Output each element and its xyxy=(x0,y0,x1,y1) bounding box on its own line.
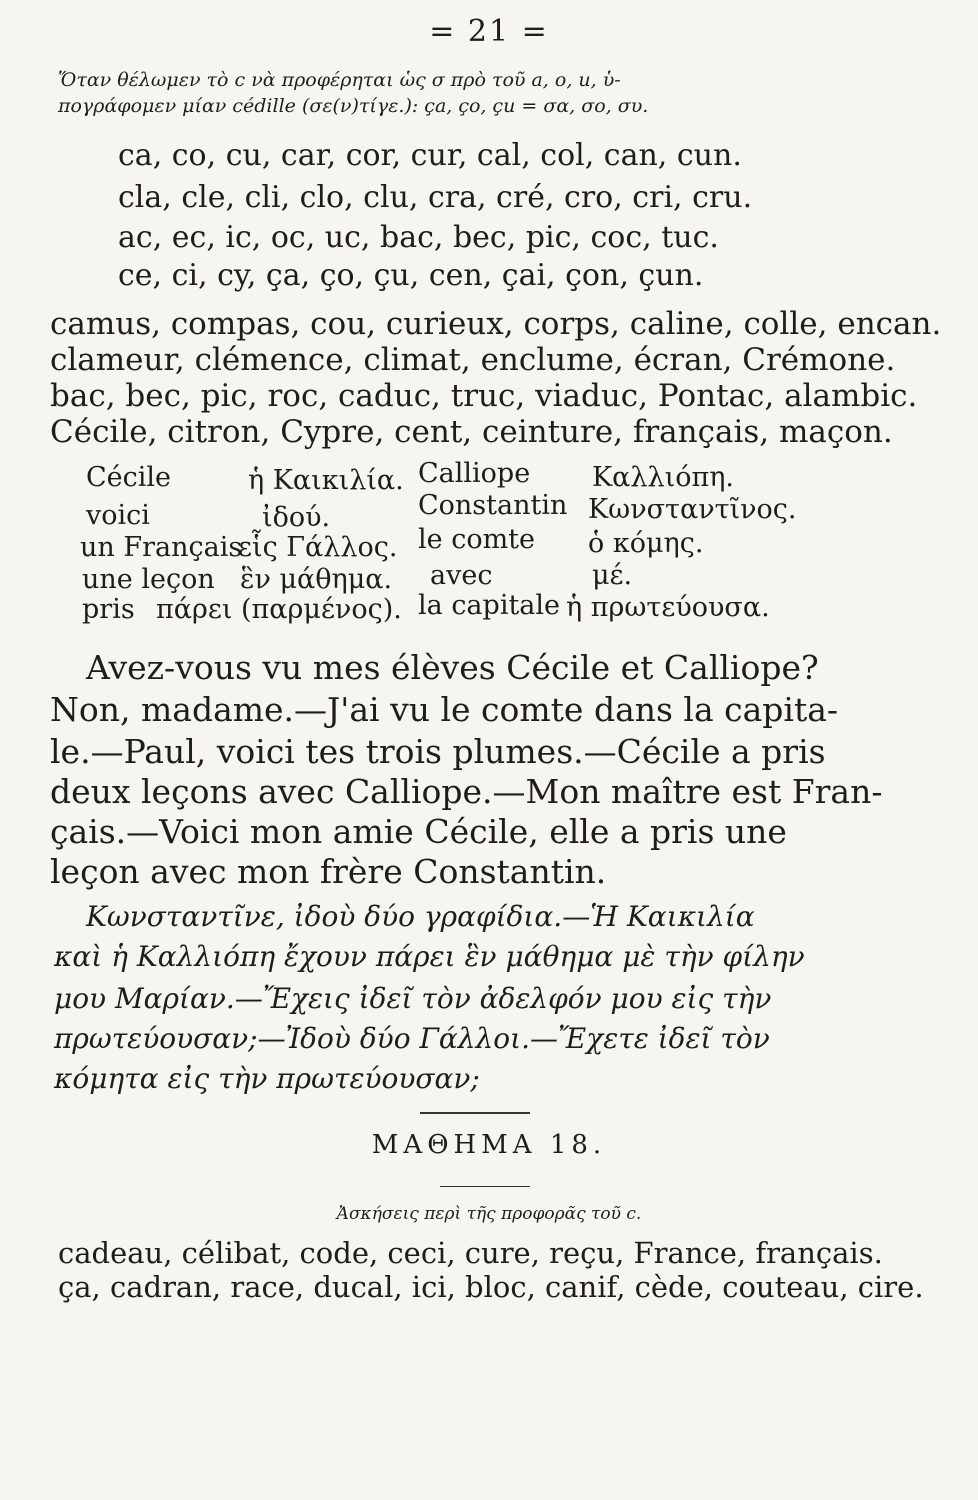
word-line: clameur, clémence, climat, enclume, écran, Crémone. xyxy=(50,342,896,378)
exercise-fr-line: Non, madame.—J'ai vu le comte dans la capita- xyxy=(50,690,839,729)
exercise-fr-line: leçon avec mon frère Constantin. xyxy=(50,852,607,891)
vocab-gr: ἡ Καικιλία. xyxy=(248,465,404,496)
vocab-fr: la capitale xyxy=(418,590,561,621)
exercise-fr-line: le.—Paul, voici tes trois plumes.—Cécile a pris xyxy=(50,732,826,771)
vocab-fr: Cécile xyxy=(86,462,172,493)
exercise-gr-line: καὶ ἡ Καλλιόπη ἔχουν πάρει ἓν μάθημα μὲ τὴν φίλην xyxy=(54,940,805,973)
syllable-line: ca, co, cu, car, cor, cur, cal, col, can, cun. xyxy=(118,138,742,173)
word-line: camus, compas, cou, curieux, corps, caline, colle, encan. xyxy=(50,306,942,342)
vocab-fr: une leçon xyxy=(82,564,215,595)
vocab-fr: un Français xyxy=(80,532,243,563)
exercise-gr-line: μου Μαρίαν.—Ἔχεις ἰδεῖ τὸν ἀδελφόν μου εἰς τὴν xyxy=(54,982,772,1015)
vocab-gr: Κωνσταντῖνος. xyxy=(588,494,797,525)
vocab-fr: voici xyxy=(86,500,150,531)
vocab-fr: le comte xyxy=(418,524,536,555)
syllable-line: ce, ci, cy, ça, ço, çu, cen, çai, çon, çun. xyxy=(118,258,704,293)
vocab-gr: ἰδού. xyxy=(262,502,331,533)
vocab-gr: εἷς Γάλλος. xyxy=(238,532,398,563)
vocab-fr: pris xyxy=(82,594,135,625)
exercise-gr-line: κόμητα εἰς τὴν πρωτεύουσαν; xyxy=(54,1062,480,1095)
vocab-gr: ἡ πρωτεύουσα. xyxy=(566,592,770,623)
vocab-gr: ὁ κόμης. xyxy=(588,528,704,559)
exercise-gr-line: Κωνσταντῖνε, ἰδοὺ δύο γραφίδια.—Ἡ Καικιλία xyxy=(86,900,755,933)
syllable-line: cla, cle, cli, clo, clu, cra, cré, cro, cri, cru. xyxy=(118,180,753,215)
page-number: = 21 = xyxy=(429,14,549,49)
word-line: bac, bec, pic, roc, caduc, truc, viaduc, Pontac, alambic. xyxy=(50,378,918,414)
vocab-gr: Καλλιόπη. xyxy=(592,462,734,493)
lesson-line: cadeau, célibat, code, ceci, cure, reçu, France, français. xyxy=(58,1236,883,1270)
exercise-gr-line: πρωτεύουσαν;—Ἰδοὺ δύο Γάλλοι.—Ἔχετε ἰδεῖ τὸν xyxy=(54,1022,770,1055)
lesson-line: ça, cadran, race, ducal, ici, bloc, canif, cède, couteau, cire. xyxy=(58,1270,924,1304)
vocab-fr: avec xyxy=(430,560,493,591)
vocab-fr: Calliope xyxy=(418,458,531,489)
divider xyxy=(440,1186,530,1187)
lesson-title: ΜΑΘΗΜΑ 18. xyxy=(371,1130,607,1160)
intro-line-1: Ὅταν θέλωμεν τὸ c νὰ προφέρηται ὡς σ πρὸ τοῦ a, o, u, ὑ- xyxy=(58,69,621,91)
exercise-fr-line: deux leçons avec Calliope.—Mon maître est Fran- xyxy=(50,772,883,811)
intro-line-2: πογράφομεν μίαν cédille (σε(ν)τίγε.): ça, ço, çu = σα, σο, συ. xyxy=(58,95,649,117)
divider xyxy=(420,1112,530,1114)
vocab-fr: Constantin xyxy=(418,490,568,521)
vocab-gr: ἓν μάθημα. xyxy=(240,564,393,595)
lesson-subtitle: Ἀσκήσεις περὶ τῆς προφορᾶς τοῦ c. xyxy=(336,1204,642,1224)
exercise-fr-line: çais.—Voici mon amie Cécile, elle a pris une xyxy=(50,812,787,851)
vocab-gr: μέ. xyxy=(592,560,633,591)
exercise-fr-line: Avez-vous vu mes élèves Cécile et Calliope? xyxy=(86,648,819,687)
word-line: Cécile, citron, Cypre, cent, ceinture, français, maçon. xyxy=(50,414,893,450)
syllable-line: ac, ec, ic, oc, uc, bac, bec, pic, coc, tuc. xyxy=(118,220,719,255)
vocab-gr: πάρει (παρμένος). xyxy=(156,594,402,625)
